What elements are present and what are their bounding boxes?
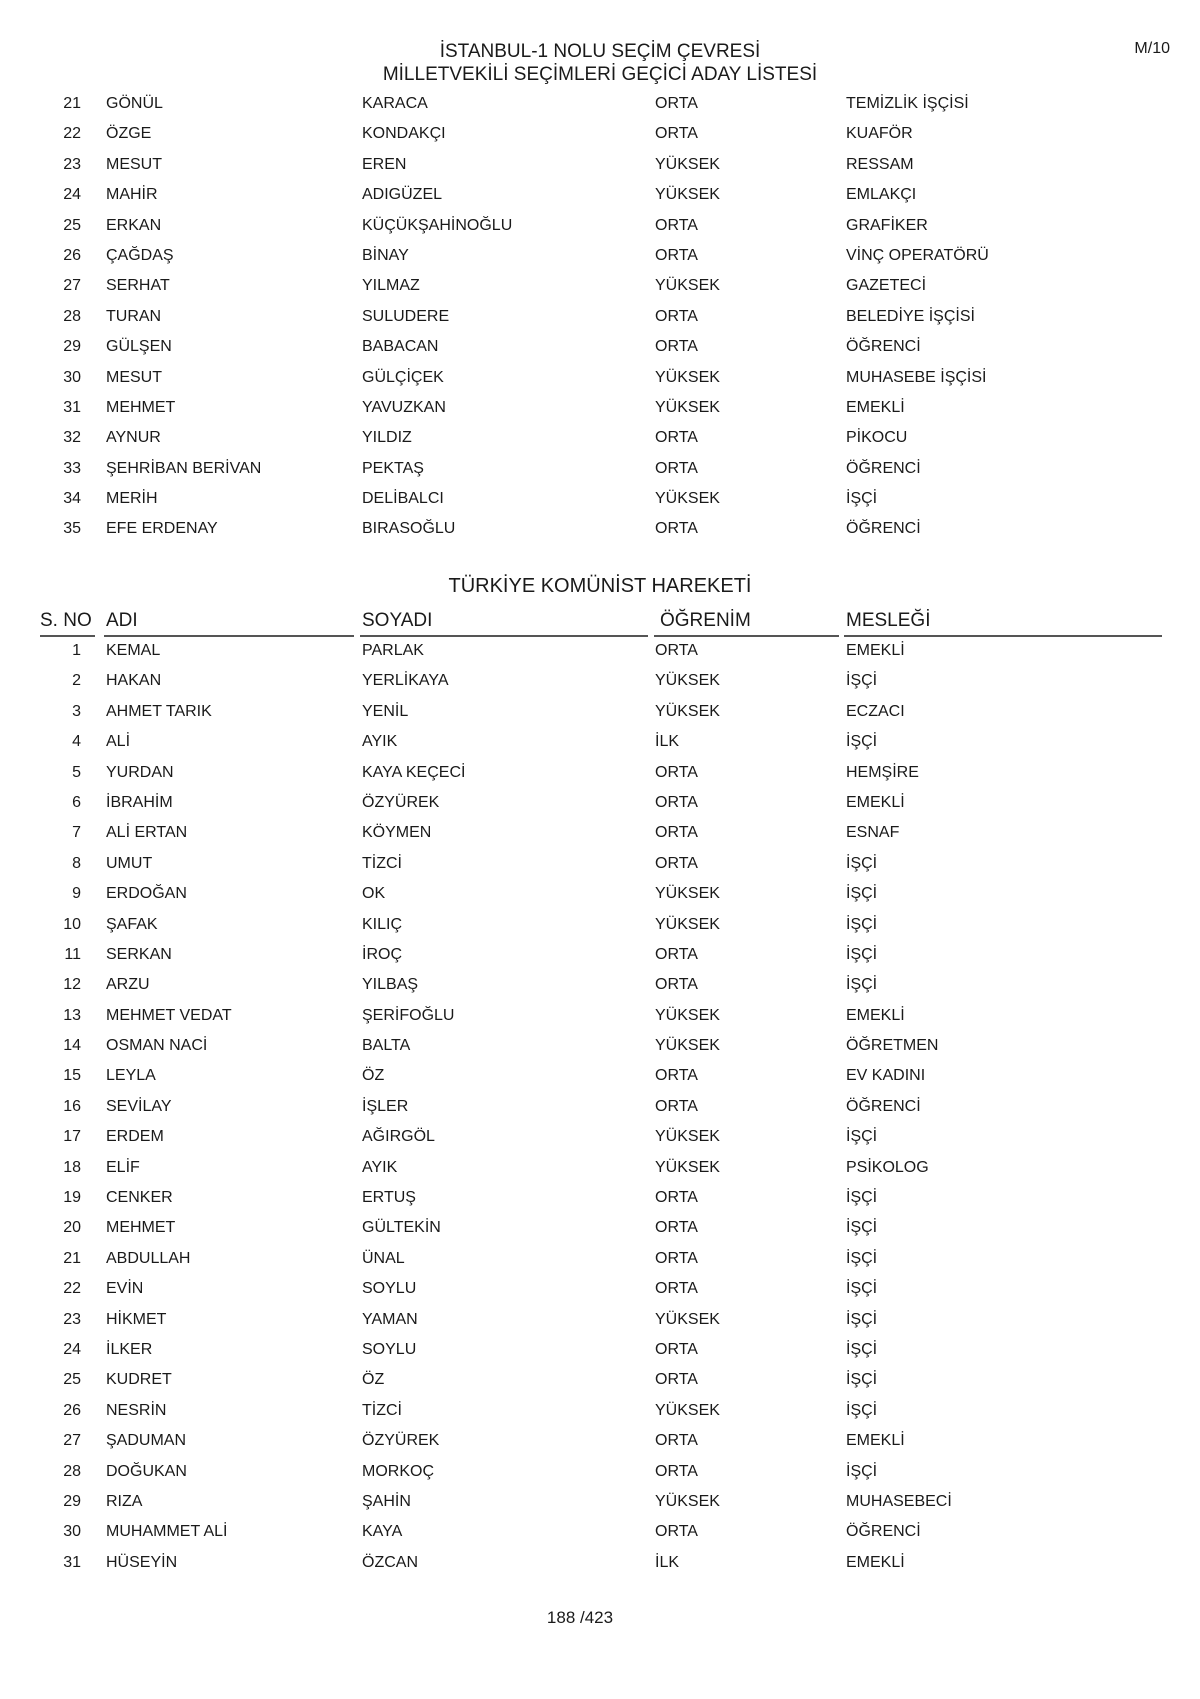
occupation: İŞÇİ [846,1462,878,1480]
occupation: PİKOCU [846,429,908,447]
education: ORTA [655,1067,698,1085]
table-row [0,850,1200,880]
last-name: PARLAK [362,642,424,659]
column-header-ogrenim: ÖĞRENİM [660,610,751,631]
last-name: YILMAZ [362,277,420,295]
row-number: 33 [63,459,81,477]
table-row [0,971,1200,1001]
first-name: EVİN [106,1280,144,1298]
first-name: ERDEM [106,1128,164,1146]
first-name: AHMET TARIK [106,702,212,720]
table-row [0,667,1200,697]
education: YÜKSEK [655,1401,720,1419]
first-name: YURDAN [106,763,174,781]
first-name: ERKAN [106,216,162,234]
header-title-line1: İSTANBUL-1 NOLU SEÇİM ÇEVRESİ [439,41,761,62]
table-row [0,455,1200,485]
occupation: İŞÇİ [846,1310,878,1328]
last-name: PEKTAŞ [362,459,424,477]
occupation: EMEKLİ [846,793,905,811]
education: ORTA [655,945,698,963]
last-name: TİZCİ [362,854,402,872]
education: ORTA [655,1432,698,1450]
education: YÜKSEK [655,490,720,508]
first-name: MAHİR [106,186,158,204]
first-name: GÖNÜL [106,95,163,112]
row-number: 25 [63,1371,81,1389]
first-name: ŞADUMAN [106,1432,187,1450]
education: YÜKSEK [655,277,720,295]
occupation: EMEKLİ [846,398,905,416]
table-row [0,394,1200,424]
education: ORTA [655,125,698,143]
last-name: YILDIZ [362,429,412,447]
occupation: İŞÇİ [846,1249,878,1267]
education: YÜKSEK [655,155,720,173]
row-number: 28 [63,1462,81,1480]
column-header-no: S. NO [40,610,92,631]
education: YÜKSEK [655,702,720,720]
occupation: RESSAM [846,155,914,173]
first-name: NESRİN [106,1401,167,1419]
education: ORTA [655,1340,698,1358]
row-number: 14 [63,1037,81,1055]
occupation: İŞÇİ [846,854,878,872]
education: YÜKSEK [655,885,720,903]
table-row [0,212,1200,242]
row-number: 31 [63,1553,81,1571]
table-row [0,1518,1200,1548]
occupation: VİNÇ OPERATÖRÜ [846,246,989,264]
row-number: 30 [63,1523,81,1541]
occupation: İŞÇİ [846,1280,878,1298]
education: ORTA [655,95,698,112]
last-name: DELİBALCI [362,490,444,508]
occupation: PSİKOLOG [846,1158,929,1176]
table-row [0,1002,1200,1032]
occupation: ÖĞRENCİ [846,459,921,477]
row-number: 32 [63,429,81,447]
first-name: LEYLA [106,1067,156,1085]
occupation: ÖĞRETMEN [846,1037,939,1055]
table-row [0,1275,1200,1305]
last-name: AYIK [362,733,398,751]
row-number: 3 [72,702,81,720]
table-row [0,698,1200,728]
table-row [0,424,1200,454]
first-name: KUDRET [106,1371,172,1389]
table-row [0,819,1200,849]
table-row [0,1397,1200,1427]
last-name: ŞAHİN [362,1492,411,1510]
first-name: ALİ ERTAN [106,824,188,842]
education: ORTA [655,1219,698,1237]
occupation: TEMİZLİK İŞÇİSİ [846,95,969,112]
table-row [0,1184,1200,1214]
table-row [0,515,1200,545]
occupation: ÖĞRENCİ [846,338,921,356]
candidate-list [0,637,1200,1579]
table-row [0,1366,1200,1396]
first-name: ERDOĞAN [106,885,187,903]
column-header-soyadi: SOYADI [362,610,433,631]
first-name: TURAN [106,307,162,325]
first-name: RIZA [106,1492,143,1510]
last-name: EREN [362,155,407,173]
occupation: İŞÇİ [846,1371,878,1389]
row-number: 29 [63,1492,81,1510]
table-row [0,637,1200,667]
occupation: İŞÇİ [846,885,878,903]
table-row [0,181,1200,211]
education: ORTA [655,1523,698,1541]
last-name: BIRASOĞLU [362,520,456,538]
row-number: 22 [63,1280,81,1298]
table-row [0,1062,1200,1092]
education: ORTA [655,1097,698,1115]
row-number: 27 [63,1432,81,1450]
row-number: 8 [72,854,81,872]
occupation: EMLAKÇI [846,186,917,204]
occupation: EMEKLİ [846,1553,905,1571]
education: YÜKSEK [655,1128,720,1146]
occupation: İŞÇİ [846,1340,878,1358]
column-header-meslegi: MESLEĞİ [846,610,931,631]
first-name: AYNUR [106,429,161,447]
table-row [0,303,1200,333]
education: YÜKSEK [655,1037,720,1055]
education: ORTA [655,307,698,325]
last-name: KÜÇÜKŞAHİNOĞLU [362,216,513,234]
first-name: MUHAMMET ALİ [106,1523,228,1541]
last-name: ÖZ [362,1371,385,1389]
table-row [0,728,1200,758]
education: ORTA [655,824,698,842]
row-number: 29 [63,338,81,356]
last-name: İROÇ [362,945,402,963]
table-row [0,1549,1200,1579]
column-header-row [0,608,1200,638]
row-number: 17 [63,1128,81,1146]
first-name: ÖZGE [106,125,152,143]
row-number: 24 [63,186,81,204]
table-row [0,880,1200,910]
previous-party-list [0,90,1200,546]
table-row [0,1458,1200,1488]
first-name: KEMAL [106,642,161,659]
table-row [0,1123,1200,1153]
occupation: İŞÇİ [846,945,878,963]
education: ORTA [655,854,698,872]
row-number: 7 [72,824,81,842]
occupation: ÖĞRENCİ [846,520,921,538]
last-name: ŞERİFOĞLU [362,1006,455,1024]
table-row [0,1306,1200,1336]
row-number: 11 [64,945,81,963]
education: ORTA [655,1189,698,1207]
occupation: İŞÇİ [846,1128,878,1146]
first-name: ABDULLAH [106,1249,191,1267]
row-number: 23 [63,1310,81,1328]
document-header [0,40,1200,86]
first-name: EFE ERDENAY [106,520,218,538]
first-name: HÜSEYİN [106,1553,178,1571]
first-name: MERİH [106,490,158,508]
education: YÜKSEK [655,1006,720,1024]
education: YÜKSEK [655,672,720,690]
row-number: 1 [72,642,81,659]
last-name: SOYLU [362,1280,417,1298]
first-name: ŞAFAK [106,915,158,933]
education: ORTA [655,1371,698,1389]
page-number: 188 /423 [546,1608,614,1627]
last-name: YILBAŞ [362,976,419,994]
occupation: İŞÇİ [846,915,878,933]
occupation: MUHASEBE İŞÇİSİ [846,368,987,386]
first-name: ALİ [106,733,131,751]
last-name: ÖZCAN [362,1553,418,1571]
first-name: MEHMET VEDAT [106,1006,232,1024]
table-row [0,1488,1200,1518]
occupation: İŞÇİ [846,1401,878,1419]
table-row [0,151,1200,181]
row-number: 26 [63,246,81,264]
last-name: ÖZYÜREK [362,793,440,811]
first-name: MEHMET [106,1219,176,1237]
education: ORTA [655,338,698,356]
row-number: 31 [63,398,81,416]
occupation: İŞÇİ [846,976,878,994]
row-number: 6 [72,793,81,811]
last-name: BİNAY [362,246,409,264]
last-name: GÜLÇİÇEK [362,368,444,386]
first-name: CENKER [106,1189,173,1207]
education: YÜKSEK [655,368,720,386]
occupation: ECZACI [846,702,905,720]
party-title: TÜRKİYE KOMÜNİST HAREKETİ [448,575,752,597]
table-row [0,1336,1200,1366]
occupation: GRAFİKER [846,216,928,234]
occupation: KUAFÖR [846,125,913,143]
table-row [0,364,1200,394]
first-name: ÇAĞDAŞ [106,246,174,264]
row-number: 23 [63,155,81,173]
table-row [0,1245,1200,1275]
last-name: KARACA [362,95,428,112]
education: ORTA [655,763,698,781]
row-number: 30 [63,368,81,386]
occupation: EMEKLİ [846,1006,905,1024]
education: ORTA [655,216,698,234]
education: ORTA [655,429,698,447]
last-name: YAMAN [362,1310,418,1328]
table-row [0,941,1200,971]
last-name: KAYA [362,1523,403,1541]
row-number: 16 [63,1097,81,1115]
education: ORTA [655,1462,698,1480]
occupation: MUHASEBECİ [846,1492,952,1510]
last-name: YENİL [362,702,409,720]
last-name: SULUDERE [362,307,450,325]
occupation: BELEDİYE İŞÇİSİ [846,307,975,325]
row-number: 26 [63,1401,81,1419]
first-name: UMUT [106,854,153,872]
first-name: GÜLŞEN [106,338,172,356]
row-number: 24 [63,1340,81,1358]
first-name: İBRAHİM [106,793,173,811]
occupation: ESNAF [846,824,900,842]
last-name: AĞIRGÖL [362,1128,435,1146]
table-row [0,485,1200,515]
row-number: 4 [72,733,81,751]
last-name: KILIÇ [362,915,403,933]
row-number: 13 [63,1006,81,1024]
row-number: 35 [63,520,81,538]
first-name: İLKER [106,1340,153,1358]
occupation: EV KADINI [846,1067,926,1085]
education: YÜKSEK [655,1310,720,1328]
last-name: YAVUZKAN [362,398,446,416]
row-number: 18 [63,1158,81,1176]
row-number: 21 [63,95,81,112]
education: ORTA [655,642,698,659]
education: ORTA [655,1280,698,1298]
table-row [0,1427,1200,1457]
first-name: MESUT [106,155,162,173]
row-number: 22 [63,125,81,143]
occupation: GAZETECİ [846,277,927,295]
first-name: SERHAT [106,277,170,295]
row-number: 27 [63,277,81,295]
first-name: ŞEHRİBAN BERİVAN [106,459,262,477]
education: ORTA [655,793,698,811]
occupation: HEMŞİRE [846,763,919,781]
occupation: İŞÇİ [846,733,878,751]
row-number: 2 [72,672,81,690]
education: İLK [655,1553,680,1571]
last-name: ÖZYÜREK [362,1432,440,1450]
table-row [0,120,1200,150]
row-number: 21 [63,1249,81,1267]
table-row [0,1032,1200,1062]
last-name: ADIGÜZEL [362,186,443,204]
first-name: HİKMET [106,1310,167,1328]
last-name: AYIK [362,1158,398,1176]
table-row [0,1093,1200,1123]
education: ORTA [655,459,698,477]
table-row [0,1154,1200,1184]
page-code: M/10 [1134,40,1170,57]
education: YÜKSEK [655,1158,720,1176]
header-title-line2: MİLLETVEKİLİ SEÇİMLERİ GEÇİCİ ADAY LİSTESİ [382,64,818,85]
occupation: İŞÇİ [846,672,878,690]
last-name: SOYLU [362,1340,417,1358]
table-row [0,242,1200,272]
table-row [0,1214,1200,1244]
education: ORTA [655,976,698,994]
first-name: OSMAN NACİ [106,1037,208,1055]
last-name: YERLİKAYA [362,672,449,690]
occupation: EMEKLİ [846,642,905,659]
row-number: 5 [72,763,81,781]
first-name: SERKAN [106,945,172,963]
last-name: GÜLTEKİN [362,1219,441,1237]
table-row [0,90,1200,120]
last-name: ERTUŞ [362,1189,416,1207]
education: ORTA [655,246,698,264]
table-row [0,789,1200,819]
occupation: İŞÇİ [846,1219,878,1237]
last-name: ÜNAL [362,1249,405,1267]
education: İLK [655,733,680,751]
row-number: 25 [63,216,81,234]
row-number: 28 [63,307,81,325]
table-row [0,759,1200,789]
first-name: DOĞUKAN [106,1462,187,1480]
first-name: SEVİLAY [106,1097,172,1115]
table-row [0,272,1200,302]
last-name: KONDAKÇI [362,125,446,143]
row-number: 15 [63,1067,81,1085]
last-name: TİZCİ [362,1401,402,1419]
row-number: 20 [63,1219,81,1237]
row-number: 12 [63,976,81,994]
table-row [0,911,1200,941]
first-name: MESUT [106,368,162,386]
first-name: ARZU [106,976,150,994]
last-name: İŞLER [362,1097,409,1115]
last-name: BABACAN [362,338,439,356]
occupation: ÖĞRENCİ [846,1523,921,1541]
row-number: 10 [63,915,81,933]
education: ORTA [655,520,698,538]
education: YÜKSEK [655,1492,720,1510]
occupation: ÖĞRENCİ [846,1097,921,1115]
row-number: 34 [63,490,81,508]
last-name: KÖYMEN [362,824,432,842]
first-name: HAKAN [106,672,162,690]
occupation: İŞÇİ [846,1189,878,1207]
table-row [0,333,1200,363]
education: YÜKSEK [655,398,720,416]
first-name: ELİF [106,1158,140,1176]
education: YÜKSEK [655,915,720,933]
row-number: 19 [63,1189,81,1207]
last-name: MORKOÇ [362,1462,434,1480]
row-number: 9 [72,885,81,903]
last-name: ÖZ [362,1067,385,1085]
education: ORTA [655,1249,698,1267]
last-name: OK [362,885,386,903]
occupation: EMEKLİ [846,1432,905,1450]
education: YÜKSEK [655,186,720,204]
last-name: KAYA KEÇECİ [362,763,466,781]
first-name: MEHMET [106,398,176,416]
occupation: İŞÇİ [846,490,878,508]
column-header-adi: ADI [106,610,138,631]
last-name: BALTA [362,1037,411,1055]
